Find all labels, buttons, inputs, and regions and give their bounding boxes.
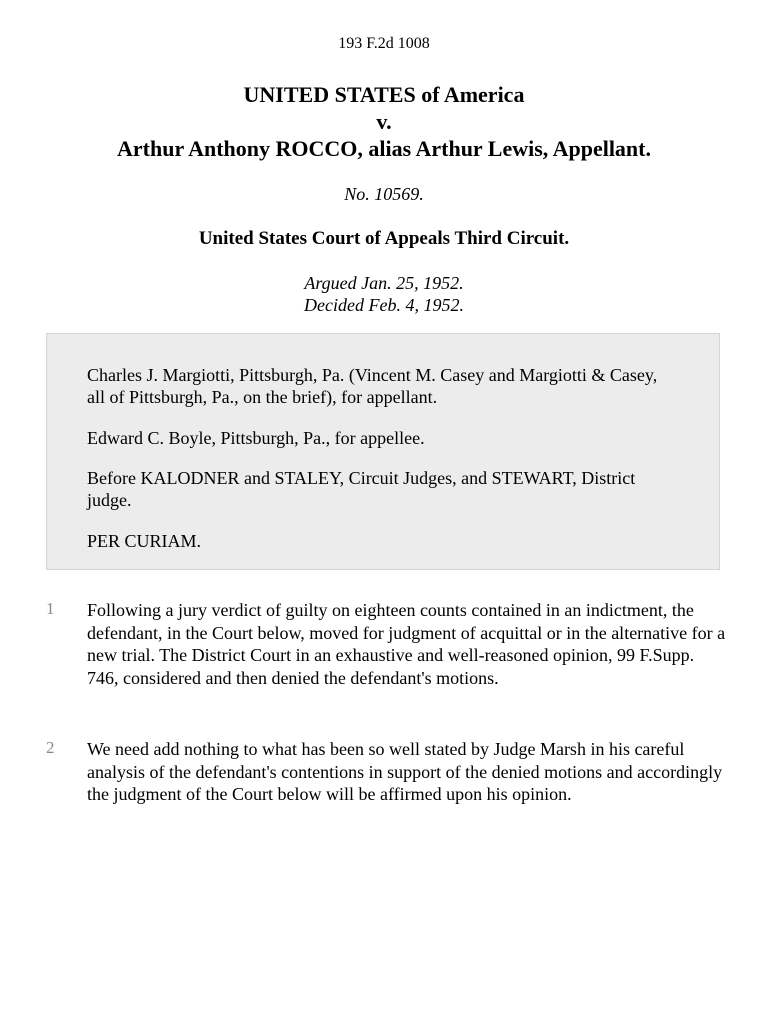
citation: 193 F.2d 1008 <box>338 35 430 52</box>
caption-plaintiff: UNITED STATES of America <box>243 82 525 107</box>
case-dates <box>0 272 768 316</box>
caption-versus: v. <box>376 109 392 134</box>
case-caption <box>0 81 768 162</box>
paragraph-number: 1 <box>46 599 55 618</box>
argued-date: Argued Jan. 25, 1952. <box>304 273 464 293</box>
court-name: United States Court of Appeals Third Circuit. <box>198 228 570 249</box>
docket-number: No. 10569. <box>344 184 424 204</box>
caption-defendant: Arthur Anthony ROCCO, alias Arthur Lewis, Appellant. <box>117 136 651 161</box>
paragraph-number: 2 <box>46 738 55 757</box>
decided-date: Decided Feb. 4, 1952. <box>304 295 464 315</box>
panel-judges: Before KALODNER and STALEY, Circuit Judges, and STEWART, District judge. <box>87 468 636 510</box>
counsel-section <box>46 333 720 570</box>
appellee-counsel: Edward C. Boyle, Pittsburgh, Pa., for appellee. <box>87 428 425 448</box>
per-curiam: PER CURIAM. <box>87 531 202 551</box>
paragraph-text: Following a jury verdict of guilty on eighteen counts contained in an indictment, the defendant, in the Court below, moved for judgment of acquittal or in the alternative for a new trial. The District Court in an exhaustive and well-reasoned opinion, 99 F.Supp. 746, considered and then denied the defendant's motions. <box>87 600 726 688</box>
paragraph-text: We need add nothing to what has been so well stated by Judge Marsh in his careful analysis of the defendant's contentions in support of the denied motions and accordingly the judgment of the Court below will be affirmed upon his opinion. <box>87 739 723 804</box>
appellant-counsel: Charles J. Margiotti, Pittsburgh, Pa. (Vincent M. Casey and Margiotti & Casey, all of Pittsburgh, Pa., on the brief), for appellant. <box>87 365 658 407</box>
